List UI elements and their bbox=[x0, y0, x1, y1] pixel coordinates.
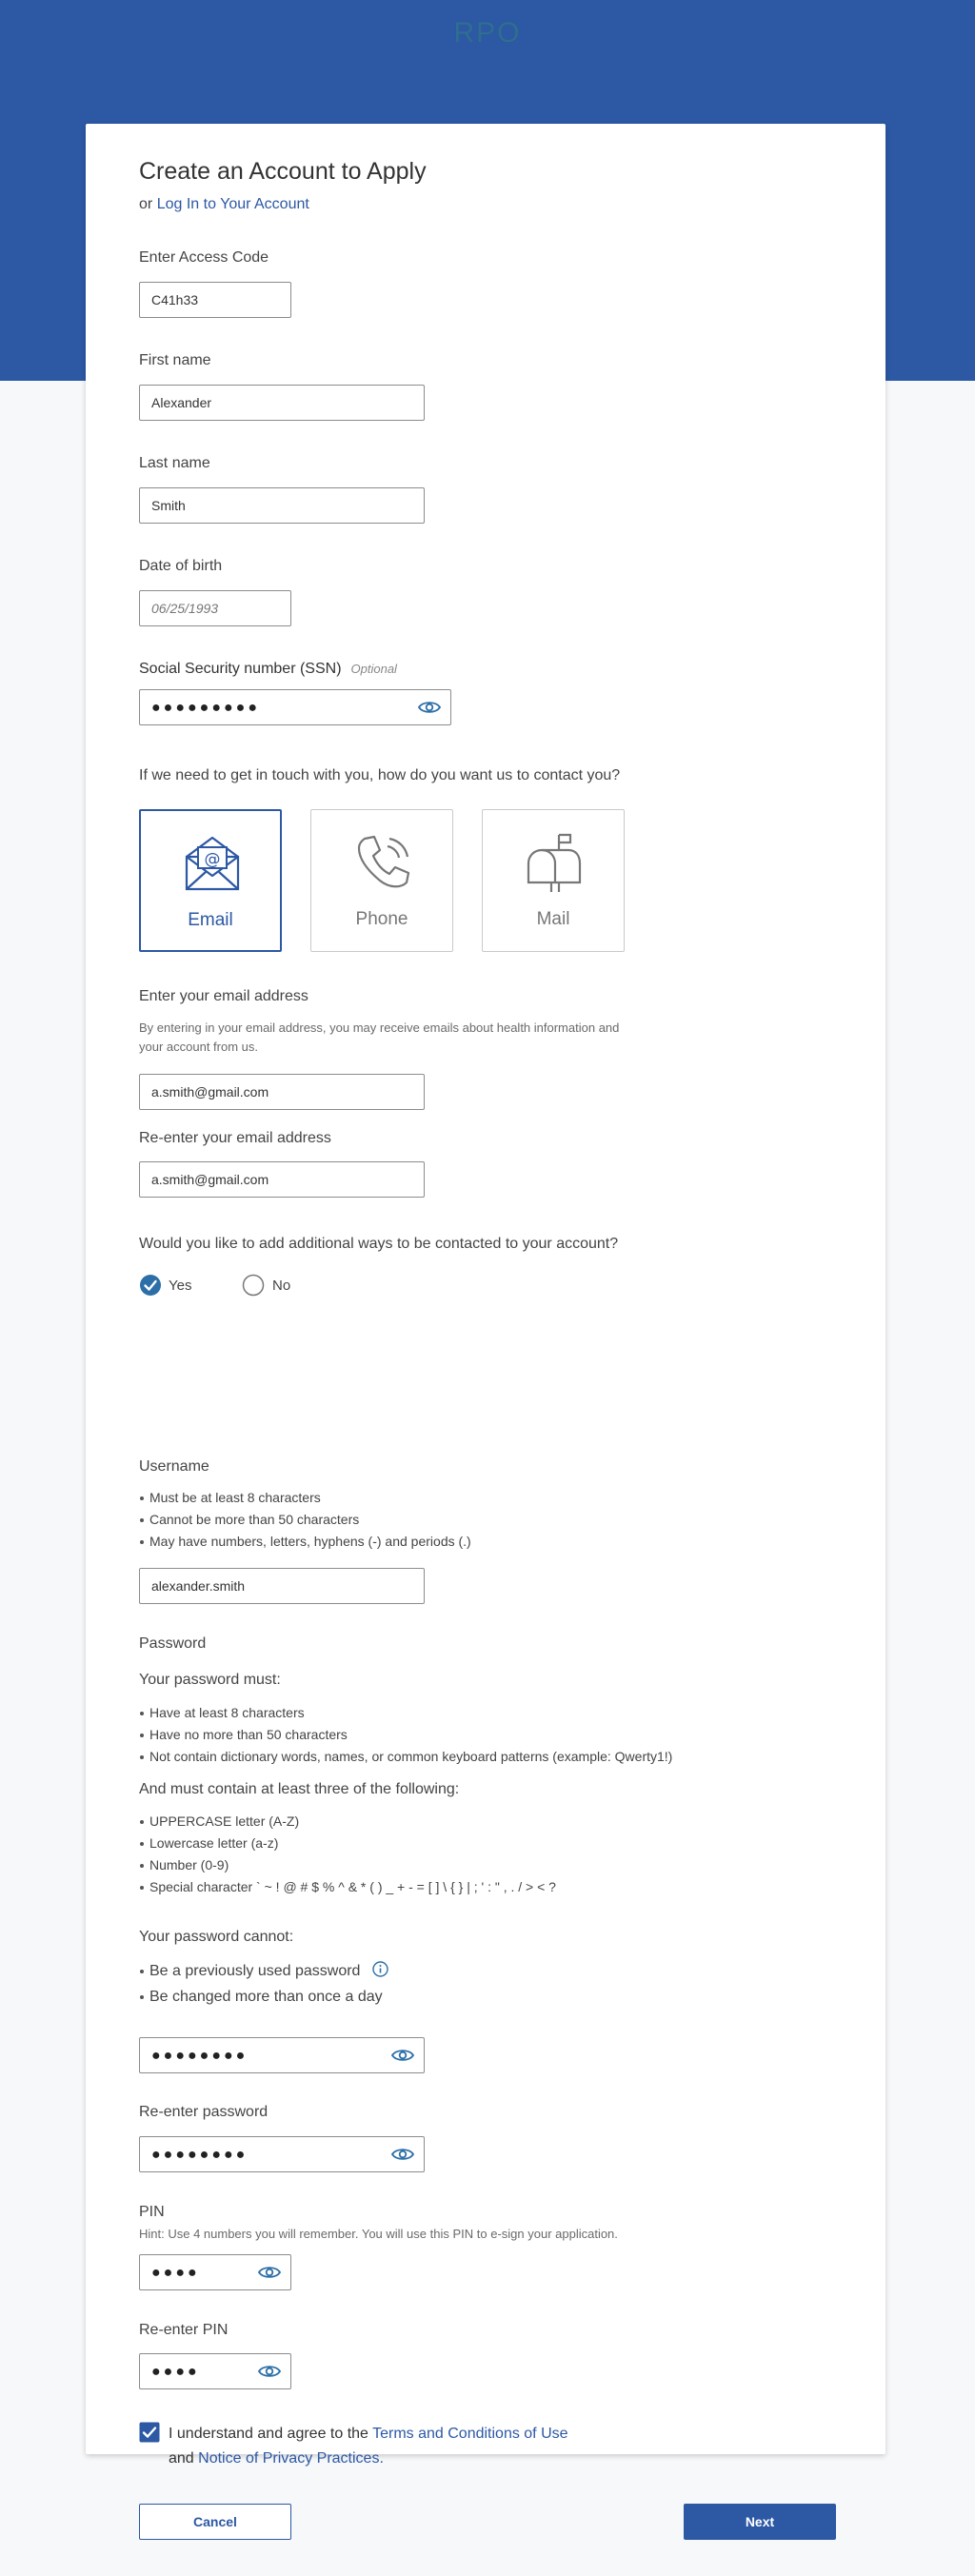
password-cannot-rules bbox=[139, 1958, 825, 2010]
password-masked-value: ●●●●●●●● bbox=[151, 2048, 249, 2064]
username-input[interactable]: alexander.smith bbox=[139, 1568, 425, 1604]
password-rule: Have at least 8 characters bbox=[139, 1702, 825, 1724]
radio-yes-label: Yes bbox=[169, 1278, 192, 1294]
password-rule-text: Be a previously used password bbox=[149, 1963, 361, 1979]
access-code-label: Enter Access Code bbox=[139, 249, 269, 266]
ssn-masked-value: ●●●●●●●●● bbox=[151, 700, 260, 716]
additional-contact-radios bbox=[139, 1274, 425, 1298]
pin-reenter-label: Re-enter PIN bbox=[139, 2322, 229, 2338]
contact-options bbox=[139, 809, 672, 954]
info-icon[interactable] bbox=[372, 1961, 388, 1977]
email-reenter-input[interactable]: a.smith@gmail.com bbox=[139, 1161, 425, 1198]
radio-no-label: No bbox=[272, 1278, 291, 1294]
terms-and: and bbox=[169, 2450, 194, 2467]
pin-hint: Hint: Use 4 numbers you will remember. You will use this PIN to e-sign your application. bbox=[139, 2227, 618, 2241]
next-button[interactable]: Next bbox=[684, 2504, 836, 2540]
pin-reenter-masked-value: ●●●● bbox=[151, 2364, 200, 2380]
additional-contact-question: Would you like to add additional ways to be contacted to your account? bbox=[139, 1236, 619, 1252]
pin-input[interactable] bbox=[139, 2254, 291, 2290]
terms-link[interactable]: Terms and Conditions of Use bbox=[372, 2426, 568, 2442]
password-rule: Special character ` ~ ! @ # $ % ^ & * ( ) _ + - = [ ] \ { } | ; ' : " , . / > < ? bbox=[139, 1876, 825, 1898]
mailbox-icon bbox=[525, 833, 584, 892]
password-reenter-masked-value: ●●●●●●●● bbox=[151, 2147, 249, 2163]
page-title: Create an Account to Apply bbox=[139, 158, 427, 185]
show-pin-eye-icon[interactable] bbox=[258, 2265, 281, 2280]
terms-checkbox[interactable] bbox=[139, 2422, 160, 2443]
password-rule bbox=[139, 1958, 825, 1984]
dob-input[interactable]: 06/25/1993 bbox=[139, 590, 291, 626]
username-rules bbox=[139, 1487, 806, 1553]
terms-text bbox=[169, 2422, 702, 2471]
username-rule: Must be at least 8 characters bbox=[139, 1487, 806, 1509]
password-three-heading: And must contain at least three of the following: bbox=[139, 1781, 460, 1797]
email-help-text: By entering in your email address, you may receive emails about health information and your account from us. bbox=[139, 1020, 620, 1054]
show-reenter-pin-eye-icon[interactable] bbox=[258, 2364, 281, 2379]
email-input[interactable]: a.smith@gmail.com bbox=[139, 1074, 425, 1110]
email-envelope-icon bbox=[183, 834, 242, 893]
pin-reenter-input[interactable] bbox=[139, 2353, 291, 2389]
dob-label: Date of birth bbox=[139, 558, 223, 574]
contact-option-email-label: Email bbox=[188, 910, 233, 930]
contact-option-email[interactable] bbox=[139, 809, 282, 952]
ssn-input[interactable] bbox=[139, 689, 451, 725]
username-rule: May have numbers, letters, hyphens (-) and periods (.) bbox=[139, 1531, 806, 1553]
password-rule: Be changed more than once a day bbox=[139, 1984, 825, 2010]
privacy-link[interactable]: Notice of Privacy Practices bbox=[198, 2450, 380, 2467]
password-rule: Not contain dictionary words, names, or common keyboard patterns (example: Qwerty1!) bbox=[139, 1746, 825, 1768]
password-rule: Have no more than 50 characters bbox=[139, 1724, 825, 1746]
password-reenter-label: Re-enter password bbox=[139, 2104, 269, 2120]
access-code-input[interactable]: C41h33 bbox=[139, 282, 291, 318]
contact-option-phone-label: Phone bbox=[355, 909, 408, 929]
ssn-label-row bbox=[139, 661, 397, 678]
phone-icon bbox=[353, 833, 412, 892]
password-cannot-heading: Your password cannot: bbox=[139, 1929, 294, 1945]
terms-suffix: . bbox=[379, 2450, 384, 2467]
password-reenter-input[interactable] bbox=[139, 2136, 425, 2172]
password-must-rules bbox=[139, 1702, 825, 1768]
email-reenter-label: Re-enter your email address bbox=[139, 1130, 331, 1146]
password-rule: Number (0-9) bbox=[139, 1854, 825, 1876]
ssn-label: Social Security number (SSN) bbox=[139, 661, 342, 677]
radio-no[interactable] bbox=[242, 1274, 347, 1298]
radio-unchecked-icon bbox=[242, 1274, 265, 1297]
logo: RPO bbox=[453, 17, 522, 49]
last-name-label: Last name bbox=[139, 455, 210, 471]
email-label: Enter your email address bbox=[139, 988, 308, 1004]
cancel-button[interactable]: Cancel bbox=[139, 2504, 291, 2540]
terms-prefix: I understand and agree to the bbox=[169, 2426, 368, 2442]
contact-option-mail-label: Mail bbox=[536, 909, 570, 929]
last-name-input[interactable]: Smith bbox=[139, 487, 425, 524]
first-name-input[interactable]: Alexander bbox=[139, 385, 425, 421]
login-line bbox=[139, 196, 309, 213]
ssn-optional-tag: Optional bbox=[350, 662, 397, 676]
username-rule: Cannot be more than 50 characters bbox=[139, 1509, 806, 1531]
contact-question: If we need to get in touch with you, how do you want us to contact you? bbox=[139, 767, 621, 783]
pin-label: PIN bbox=[139, 2204, 165, 2220]
password-rule: UPPERCASE letter (A-Z) bbox=[139, 1811, 825, 1833]
password-rule: Lowercase letter (a-z) bbox=[139, 1833, 825, 1854]
contact-option-phone[interactable] bbox=[310, 809, 453, 952]
show-ssn-eye-icon[interactable] bbox=[418, 700, 441, 715]
password-input[interactable] bbox=[139, 2037, 425, 2073]
radio-yes[interactable] bbox=[139, 1274, 244, 1298]
password-label: Password bbox=[139, 1635, 207, 1652]
show-password-eye-icon[interactable] bbox=[391, 2048, 414, 2063]
contact-option-mail[interactable] bbox=[482, 809, 625, 952]
svg-text:@: @ bbox=[204, 850, 221, 869]
pin-masked-value: ●●●● bbox=[151, 2265, 200, 2281]
radio-checked-icon bbox=[139, 1274, 162, 1297]
password-three-rules bbox=[139, 1811, 825, 1898]
form-card bbox=[86, 124, 885, 2529]
first-name-label: First name bbox=[139, 352, 211, 368]
show-reenter-password-eye-icon[interactable] bbox=[391, 2147, 414, 2162]
password-must-heading: Your password must: bbox=[139, 1672, 281, 1688]
username-label: Username bbox=[139, 1458, 209, 1475]
login-prefix: or bbox=[139, 196, 153, 212]
login-link[interactable]: Log In to Your Account bbox=[156, 196, 309, 212]
